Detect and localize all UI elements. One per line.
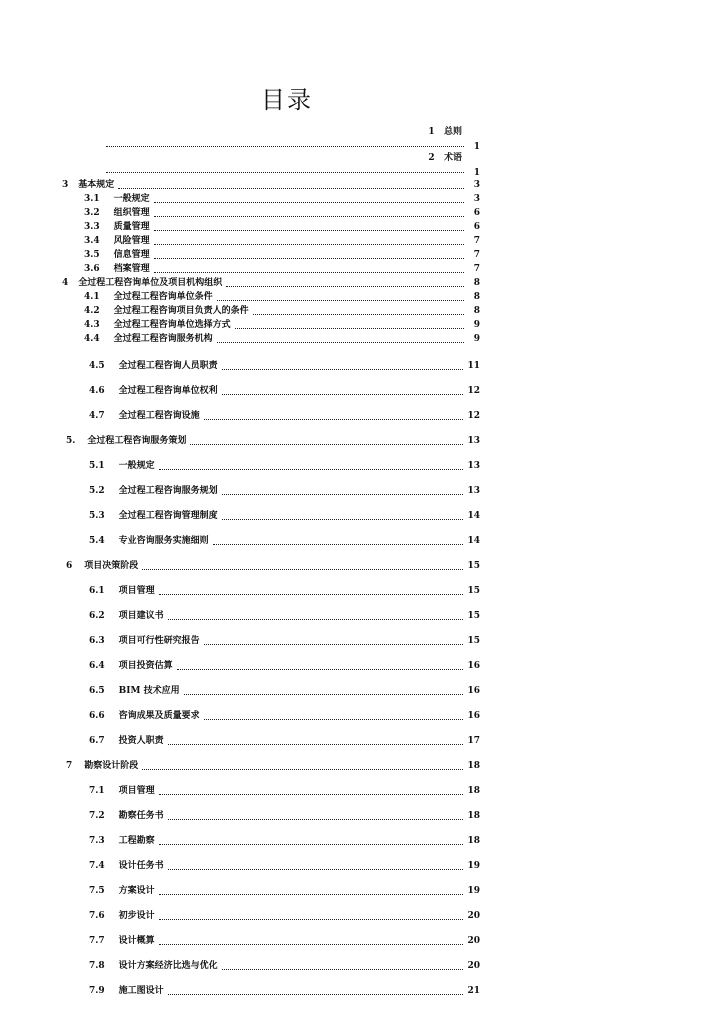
toc-entry-page: 7 — [473, 250, 480, 260]
toc-entry-page: 9 — [473, 320, 480, 330]
toc-entry[interactable] — [84, 235, 480, 248]
toc-entry-page: 19 — [467, 886, 480, 896]
dot-leader — [222, 369, 464, 370]
dot-leader — [118, 188, 464, 189]
toc-entry[interactable] — [62, 277, 480, 290]
toc-entry-page: 18 — [467, 761, 480, 771]
toc-entry-number: 3 — [62, 180, 69, 190]
toc-entry-page: 20 — [467, 961, 480, 971]
toc-entry-page: 17 — [467, 736, 480, 746]
dot-leader — [106, 172, 464, 173]
toc-entry-number: 6.1 — [89, 586, 105, 596]
toc-entry-number: 4.5 — [89, 361, 105, 371]
toc-entry-page: 1 — [473, 141, 480, 152]
toc-entry[interactable] — [89, 685, 480, 698]
dot-leader — [235, 328, 464, 329]
toc-entry-number: 4.4 — [84, 334, 100, 344]
toc-entry-text: 全过程工程咨询设施 — [118, 411, 200, 421]
toc-leader-line — [106, 166, 480, 179]
toc-entry-page: 15 — [467, 561, 480, 571]
dot-leader — [154, 202, 464, 203]
toc-entry-number: 3.3 — [84, 222, 100, 232]
toc-entry-number: 7.7 — [89, 936, 105, 946]
toc-entry-page: 16 — [467, 711, 480, 721]
toc-entry-heading[interactable] — [428, 126, 462, 139]
toc-entry-page: 12 — [467, 386, 480, 396]
toc-entry-text: 全过程工程咨询服务策划 — [87, 436, 187, 446]
toc-entry-text: 项目可行性研究报告 — [118, 636, 200, 646]
toc-entry[interactable] — [84, 221, 480, 234]
toc-entry-text: 档案管理 — [113, 264, 150, 274]
toc-entry[interactable] — [84, 305, 480, 318]
toc-entry-text: 投资人职责 — [118, 736, 164, 746]
toc-entry-page: 13 — [467, 436, 480, 446]
toc-entry-number: 6.2 — [89, 611, 105, 621]
toc-entry-text: 基本规定 — [78, 180, 115, 190]
toc-entry-page: 11 — [467, 361, 480, 371]
toc-entry[interactable] — [84, 333, 480, 346]
toc-entry-page: 15 — [467, 586, 480, 596]
toc-entry-page: 7 — [473, 264, 480, 274]
toc-entry-text: 工程勘察 — [118, 836, 155, 846]
toc-entry-page: 18 — [467, 811, 480, 821]
toc-entry-number: 1 — [428, 127, 435, 137]
toc-entry-text: 咨询成果及质量要求 — [118, 711, 200, 721]
toc-entry-page: 3 — [473, 180, 480, 190]
toc-entry-text: 一般规定 — [113, 194, 150, 204]
toc-entry-text: 项目决策阶段 — [84, 561, 139, 571]
toc-entry-text: 全过程工程咨询服务机构 — [113, 334, 213, 344]
dot-leader — [154, 258, 464, 259]
dot-leader — [217, 342, 464, 343]
dot-leader — [154, 216, 464, 217]
toc-entry[interactable] — [84, 207, 480, 220]
toc-entry-page: 13 — [467, 486, 480, 496]
dot-leader — [142, 569, 463, 570]
toc-entry-number: 6.4 — [89, 661, 105, 671]
toc-entry-page: 8 — [473, 292, 480, 302]
dot-leader — [159, 844, 464, 845]
toc-entry-text: 初步设计 — [118, 911, 155, 921]
toc-entry-text: 项目建议书 — [118, 611, 164, 621]
dot-leader — [159, 469, 464, 470]
dot-leader — [222, 394, 464, 395]
toc-entry-number: 5.4 — [89, 536, 105, 546]
toc-entry-page: 12 — [467, 411, 480, 421]
dot-leader — [226, 286, 464, 287]
toc-entry-text: 总则 — [443, 127, 462, 137]
toc-entry-number: 7 — [66, 761, 73, 771]
toc-entry-number: 7.1 — [89, 786, 105, 796]
toc-entry-number: 5. — [66, 436, 76, 446]
dot-leader — [142, 769, 463, 770]
toc-entry[interactable] — [89, 585, 480, 598]
toc-entry-page: 20 — [467, 911, 480, 921]
toc-entry-number: 4 — [62, 278, 69, 288]
toc-leader-line — [106, 140, 480, 153]
toc-entry[interactable] — [89, 410, 480, 423]
toc-entry-text: 设计方案经济比选与优化 — [118, 961, 218, 971]
toc-entry-text: 一般规定 — [118, 461, 155, 471]
dot-leader — [159, 594, 464, 595]
dot-leader — [154, 244, 464, 245]
toc-entry-page: 19 — [467, 861, 480, 871]
dot-leader — [168, 619, 464, 620]
toc-entry-text: 全过程工程咨询服务规划 — [118, 486, 218, 496]
toc-entry-number: 7.5 — [89, 886, 105, 896]
toc-entry-number: 6.3 — [89, 636, 105, 646]
toc-entry[interactable] — [89, 710, 480, 723]
toc-entry[interactable] — [84, 193, 480, 206]
toc-entry-page: 6 — [473, 208, 480, 218]
toc-entry-number: 6.7 — [89, 736, 105, 746]
toc-entry-number: 7.4 — [89, 861, 105, 871]
toc-entry-number: 3.6 — [84, 264, 100, 274]
toc-entry-text: 组织管理 — [113, 208, 150, 218]
toc-entry[interactable] — [84, 291, 480, 304]
toc-entry-page: 9 — [473, 334, 480, 344]
dot-leader — [159, 894, 464, 895]
toc-entry-text: 设计概算 — [118, 936, 155, 946]
toc-entry[interactable] — [89, 935, 480, 948]
toc-entry-text: 专业咨询服务实施细则 — [118, 536, 209, 546]
toc-entry[interactable] — [89, 360, 480, 373]
toc-entry-number: 6 — [66, 561, 73, 571]
toc-entry[interactable] — [89, 485, 480, 498]
dot-leader — [168, 744, 464, 745]
toc-entry-page: 8 — [473, 278, 480, 288]
toc-entry-heading[interactable] — [428, 152, 462, 165]
dot-leader — [204, 719, 464, 720]
toc-entry-text: 项目管理 — [118, 586, 155, 596]
toc-entry-page: 18 — [467, 836, 480, 846]
dot-leader — [222, 969, 464, 970]
toc-entry[interactable] — [66, 760, 480, 773]
toc-entry-page: 15 — [467, 636, 480, 646]
toc-entry-number: 7.2 — [89, 811, 105, 821]
dot-leader — [159, 944, 464, 945]
toc-entry-number: 5.2 — [89, 486, 105, 496]
toc-entry[interactable] — [89, 510, 480, 523]
dot-leader — [159, 794, 464, 795]
toc-entry-text: 项目投资估算 — [118, 661, 173, 671]
toc-entry[interactable] — [66, 435, 480, 448]
toc-entry-page: 13 — [467, 461, 480, 471]
toc-entry-text: 施工图设计 — [118, 986, 164, 996]
toc-entry-number: 6.5 — [89, 686, 105, 696]
toc-entry-number: 3.2 — [84, 208, 100, 218]
dot-leader — [222, 494, 464, 495]
toc-entry[interactable] — [89, 460, 480, 473]
toc-entry-page: 8 — [473, 306, 480, 316]
toc-entry-text: 全过程工程咨询项目负责人的条件 — [113, 306, 249, 316]
toc-entry-text: 勘察任务书 — [118, 811, 164, 821]
toc-entry-page: 14 — [467, 536, 480, 546]
toc-entry-text: 风险管理 — [113, 236, 150, 246]
toc-entry[interactable] — [89, 635, 480, 648]
dot-leader — [154, 272, 464, 273]
toc-entry[interactable] — [84, 249, 480, 262]
dot-leader — [204, 644, 464, 645]
toc-entry-page: 21 — [467, 986, 480, 996]
toc-entry[interactable] — [84, 263, 480, 276]
dot-leader — [168, 819, 464, 820]
toc-entry-number: 6.6 — [89, 711, 105, 721]
toc-entry[interactable] — [89, 535, 480, 548]
toc-entry[interactable] — [89, 910, 480, 923]
toc-entry-number: 3.5 — [84, 250, 100, 260]
dot-leader — [253, 314, 464, 315]
toc-entry[interactable] — [89, 860, 480, 873]
toc-entry-number: 7.8 — [89, 961, 105, 971]
toc-entry-page: 6 — [473, 222, 480, 232]
toc-entry-text: 信息管理 — [113, 250, 150, 260]
toc-entry[interactable] — [89, 885, 480, 898]
toc-entry-page: 1 — [473, 167, 480, 178]
toc-entry-page: 18 — [467, 786, 480, 796]
dot-leader — [168, 994, 464, 995]
toc-entry[interactable] — [89, 610, 480, 623]
toc-entry-text: 项目管理 — [118, 786, 155, 796]
toc-entry-text: 方案设计 — [118, 886, 155, 896]
dot-leader — [154, 230, 464, 231]
toc-entry-text: 全过程工程咨询单位及项目机构组织 — [78, 278, 223, 288]
toc-entry-page: 16 — [467, 661, 480, 671]
toc-entry-number: 4.1 — [84, 292, 100, 302]
toc-entry-text: 设计任务书 — [118, 861, 164, 871]
toc-entry[interactable] — [62, 179, 480, 192]
toc-entry[interactable] — [89, 735, 480, 748]
toc-entry-page: 15 — [467, 611, 480, 621]
toc-entry[interactable] — [66, 560, 480, 573]
toc-entry-number: 4.7 — [89, 411, 105, 421]
toc-entry-number: 2 — [428, 153, 435, 163]
toc-entry-text: 全过程工程咨询单位权利 — [118, 386, 218, 396]
toc-entry-number: 5.1 — [89, 461, 105, 471]
toc-entry-text: 术语 — [443, 153, 462, 163]
dot-leader — [106, 146, 464, 147]
toc-entry[interactable] — [89, 985, 480, 998]
toc-entry[interactable] — [89, 810, 480, 823]
toc-entry-number: 7.9 — [89, 986, 105, 996]
toc-entry-number: 3.4 — [84, 236, 100, 246]
toc-entry-text: 全过程工程咨询管理制度 — [118, 511, 218, 521]
toc-entry-text: 全过程工程咨询单位选择方式 — [113, 320, 231, 330]
dot-leader — [184, 694, 464, 695]
toc-entry-page: 20 — [467, 936, 480, 946]
dot-leader — [222, 519, 464, 520]
dot-leader — [190, 444, 463, 445]
toc-entry-page: 7 — [473, 236, 480, 246]
page-title: 目录 — [261, 86, 313, 114]
toc-entry[interactable] — [89, 835, 480, 848]
dot-leader — [213, 544, 464, 545]
dot-leader — [217, 300, 464, 301]
toc-entry-text: 勘察设计阶段 — [84, 761, 139, 771]
dot-leader — [204, 419, 464, 420]
toc-entry-page: 16 — [467, 686, 480, 696]
toc-entry-number: 4.3 — [84, 320, 100, 330]
toc-entry-text: 全过程工程咨询单位条件 — [113, 292, 213, 302]
toc-entry[interactable] — [89, 785, 480, 798]
dot-leader — [159, 919, 464, 920]
dot-leader — [168, 869, 464, 870]
toc-entry-number: 3.1 — [84, 194, 100, 204]
toc-entry-text: BIM 技术应用 — [118, 686, 180, 696]
toc-entry-number: 7.6 — [89, 911, 105, 921]
toc-entry-number: 4.2 — [84, 306, 100, 316]
toc-entry-page: 3 — [473, 194, 480, 204]
toc-entry[interactable] — [89, 385, 480, 398]
toc-entry-number: 7.3 — [89, 836, 105, 846]
toc-entry-number: 5.3 — [89, 511, 105, 521]
toc-entry-page: 14 — [467, 511, 480, 521]
toc-entry-text: 质量管理 — [113, 222, 150, 232]
toc-entry[interactable] — [84, 319, 480, 332]
toc-entry[interactable] — [89, 960, 480, 973]
dot-leader — [177, 669, 464, 670]
toc-entry-number: 4.6 — [89, 386, 105, 396]
toc-entry[interactable] — [89, 660, 480, 673]
toc-entry-text: 全过程工程咨询人员职责 — [118, 361, 218, 371]
